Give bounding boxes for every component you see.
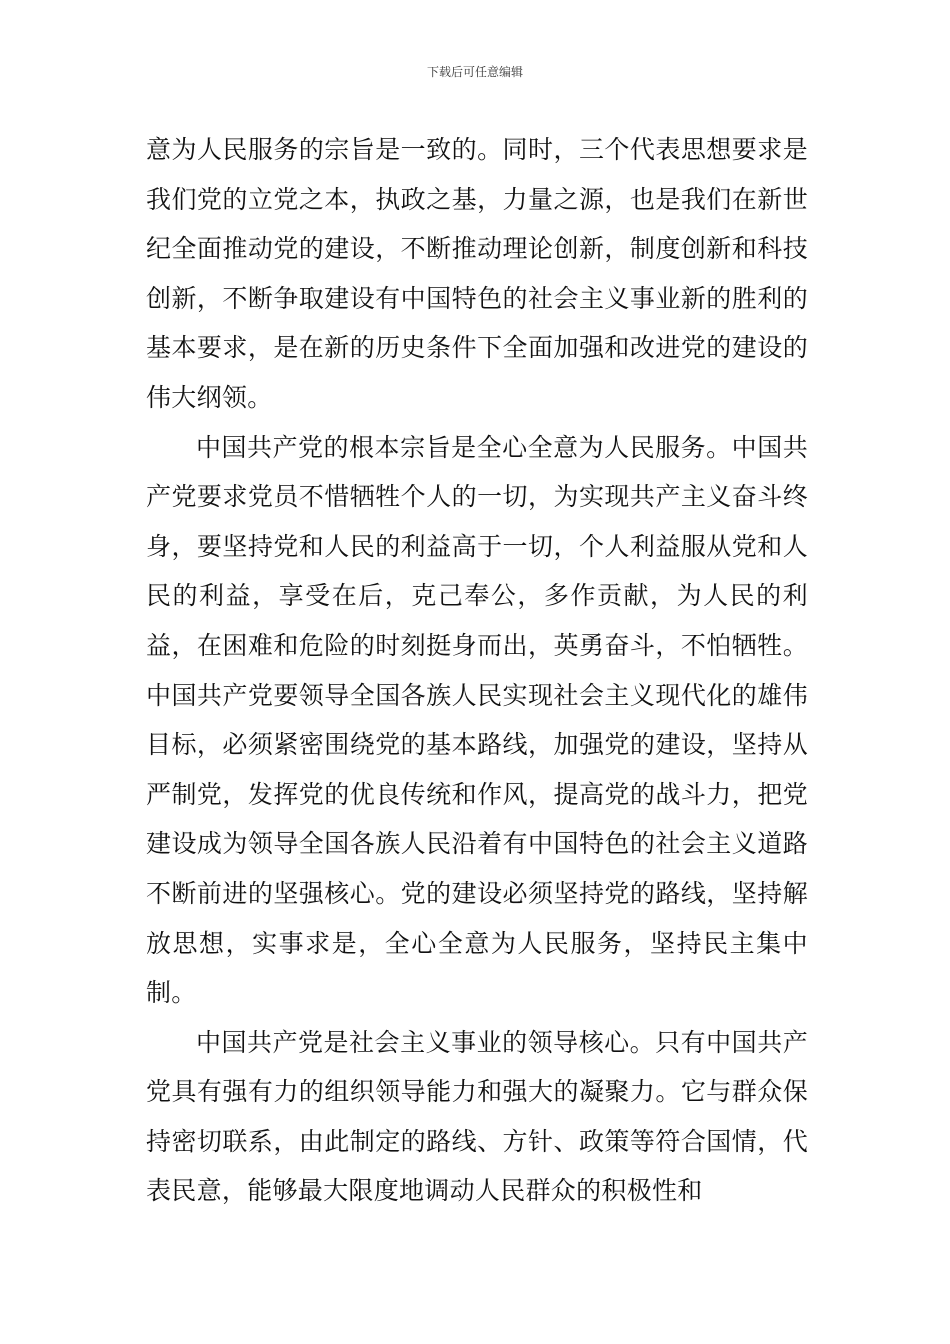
paragraph-continuation: 意为人民服务的宗旨是一致的。同时，三个代表思想要求是我们党的立党之本，执政之基，力量之源，也是我们在新世纪全面推动党的建设，不断推动理论创新，制度创新和科技创新，不断争取建设有中国特色的社会主义事业新的胜利的基本要求，是在新的历史条件下全面加强和改进党的建设的伟大纲领。 <box>146 135 808 412</box>
document-body <box>146 125 808 1216</box>
page-header: 下载后可任意编辑 <box>426 65 523 79</box>
paragraph-party-leadership: 中国共产党是社会主义事业的领导核心。只有中国共产党具有强有力的组织领导能力和强大的凝聚力。它与群众保持密切联系，由此制定的路线、方针、政策等符合国情，代表民意，能够最大限度地调动人民群众的积极性和 <box>146 1027 808 1206</box>
paragraph-party-purpose: 中国共产党的根本宗旨是全心全意为人民服务。中国共产党要求党员不惜牺牲个人的一切，为实现共产主义奋斗终身，要坚持党和人民的利益高于一切，个人利益服从党和人民的利益，享受在后，克己奉公，多作贡献，为人民的利益，在困难和危险的时刻挺身而出，英勇奋斗，不怕牺牲。中国共产党要领导全国各族人民实现社会主义现代化的雄伟目标，必须紧密围绕党的基本路线，加强党的建设，坚持从严制党，发挥党的优良传统和作风，提高党的战斗力，把党建设成为领导全国各族人民沿着有中国特色的社会主义道路不断前进的坚强核心。党的建设必须坚持党的路线，坚持解放思想，实事求是，全心全意为人民服务，坚持民主集中制。 <box>146 432 808 1008</box>
